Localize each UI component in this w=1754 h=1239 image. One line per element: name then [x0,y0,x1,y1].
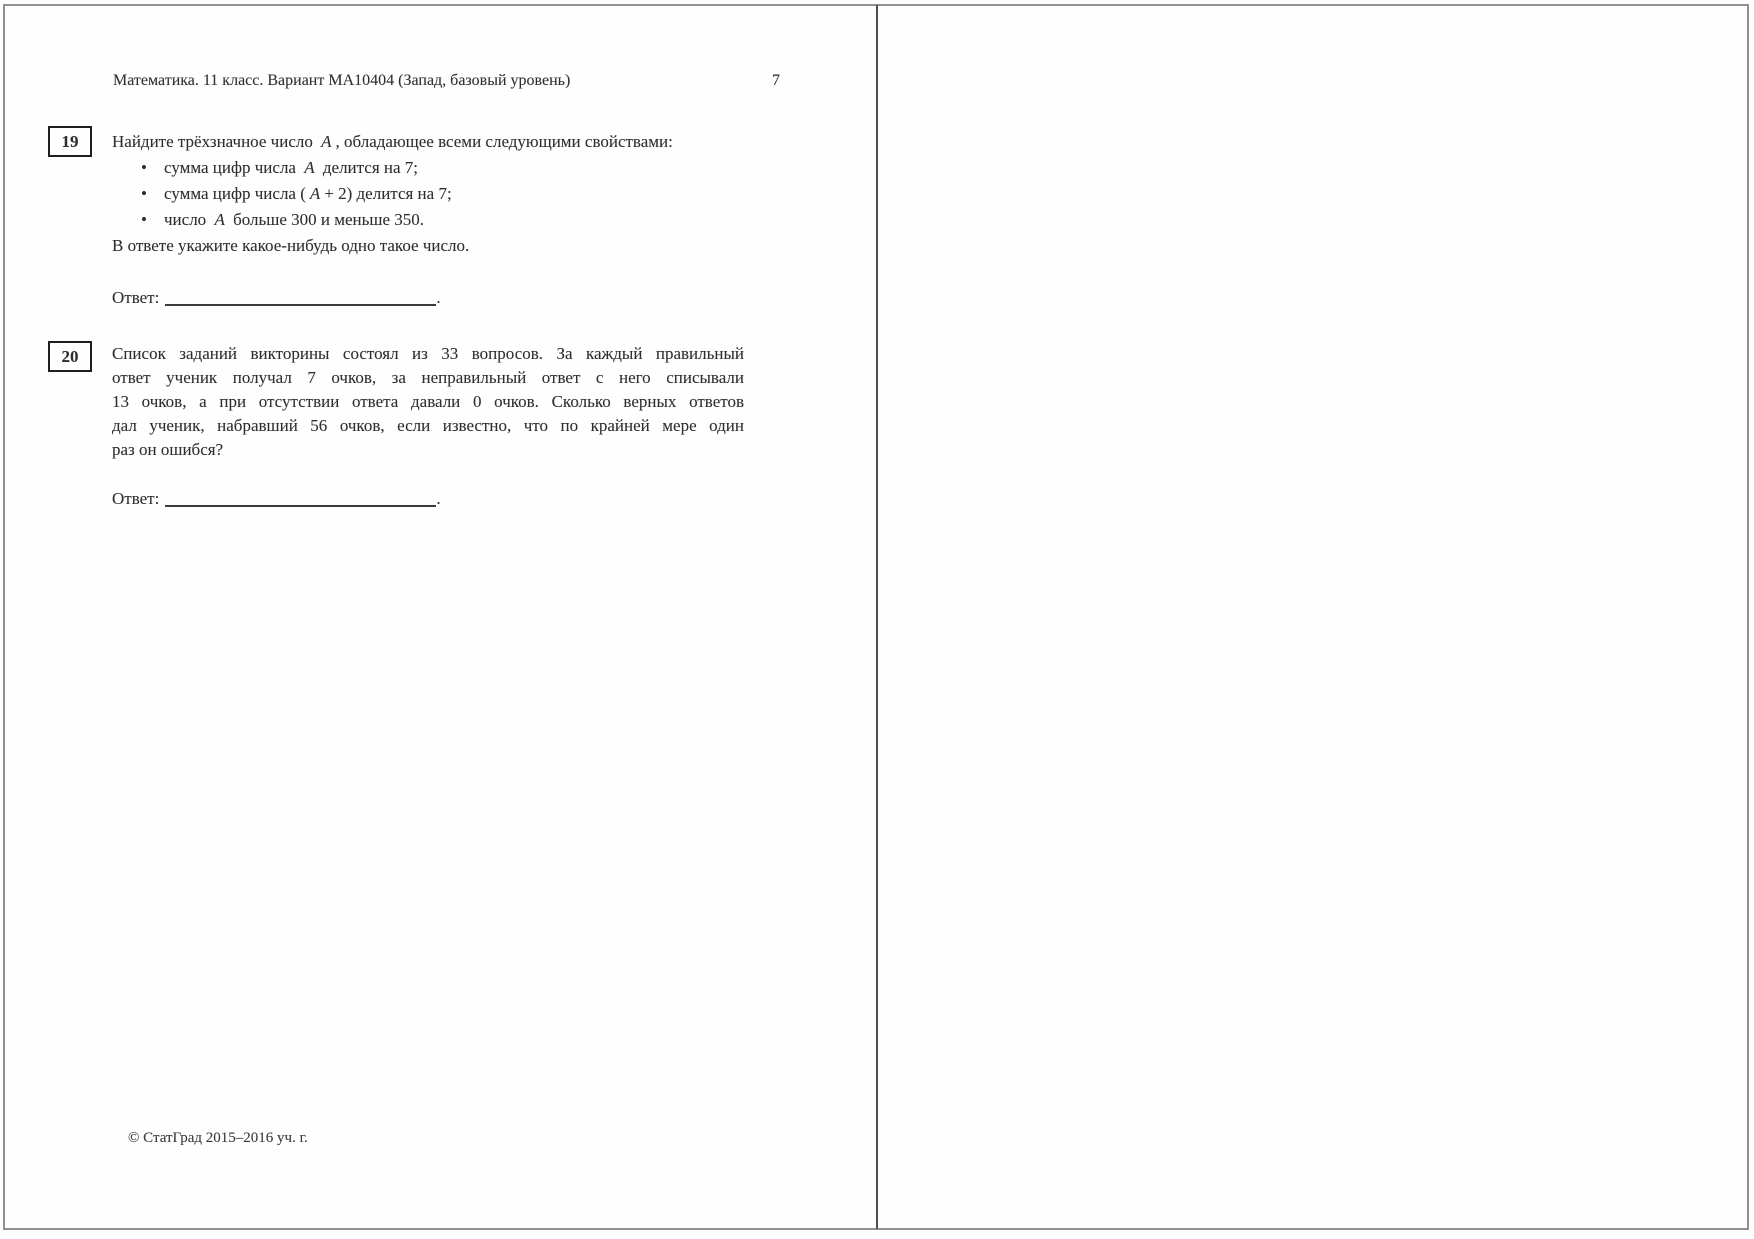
problem-20-line-1: Список заданий викторины состоял из 33 вопросов. За каждый правильный [112,344,744,363]
problem-19-text [112,129,744,259]
bullet-1-pre: сумма цифр числа [164,158,301,177]
problem-19-number-box [48,126,92,157]
copyright-footer: © СтатГрад 2015–2016 уч. г. [128,1130,308,1146]
page-number: 7 [772,72,780,89]
bullet-icon: • [141,184,147,203]
answer-label: Ответ: [112,288,160,307]
bullet-2-pre: сумма цифр числа ( [164,184,306,203]
problem-20-number: 20 [61,346,79,366]
math-var-A: A [304,158,315,177]
problem-20-text [112,342,744,462]
bullet-icon: • [141,158,147,177]
math-var-A: A [309,184,321,203]
bullet-3-text [164,207,424,233]
answer-suffix: . [436,489,441,508]
problem-20-line-2: ответ ученик получал 7 очков, за неправильный ответ с него списывали [112,368,744,387]
page-divider [876,5,878,1229]
problem-19-bullet-1 [112,155,744,181]
problem-19-bullet-3 [112,207,744,233]
problem-19-outro: В ответе укажите какое-нибудь одно такое число. [112,236,470,255]
bullet-icon: • [141,210,147,229]
math-var-A: A [321,132,332,151]
bullet-2-post: + 2) делится на 7; [324,184,452,203]
intro-text-pre: Найдите трёхзначное число [112,132,318,151]
problem-20-number-box [48,341,92,372]
bullet-1-text [164,155,418,181]
problem-19-intro [112,129,744,155]
answer-suffix: . [436,288,441,307]
intro-text-post: , обладающее всеми следующими свойствами: [335,132,673,151]
bullet-3-pre: число [164,210,211,229]
bullet-2-text [164,181,452,207]
answer-blank-line [165,491,436,507]
problem-20-line-3: 13 очков, а при отсутствии ответа давали 0 очков. Сколько верных ответов [112,392,744,411]
problem-20-line-5: раз он ошибся? [112,440,224,459]
answer-blank-line [165,290,436,306]
problem-20-answer-row [112,488,441,509]
bullet-1-post: делится на 7; [318,158,419,177]
problem-19-bullet-2 [112,181,744,207]
page-header-title: Математика. 11 класс. Вариант МА10404 (Запад, базовый уровень) [113,72,571,89]
problem-20-line-4: дал ученик, набравший 56 очков, если известно, что по крайней мере один [112,416,744,435]
answer-label: Ответ: [112,489,160,508]
bullet-3-post: больше 300 и меньше 350. [228,210,425,229]
problem-19-number: 19 [61,131,79,151]
problem-19-answer-row [112,287,441,308]
math-var-A: A [214,210,225,229]
